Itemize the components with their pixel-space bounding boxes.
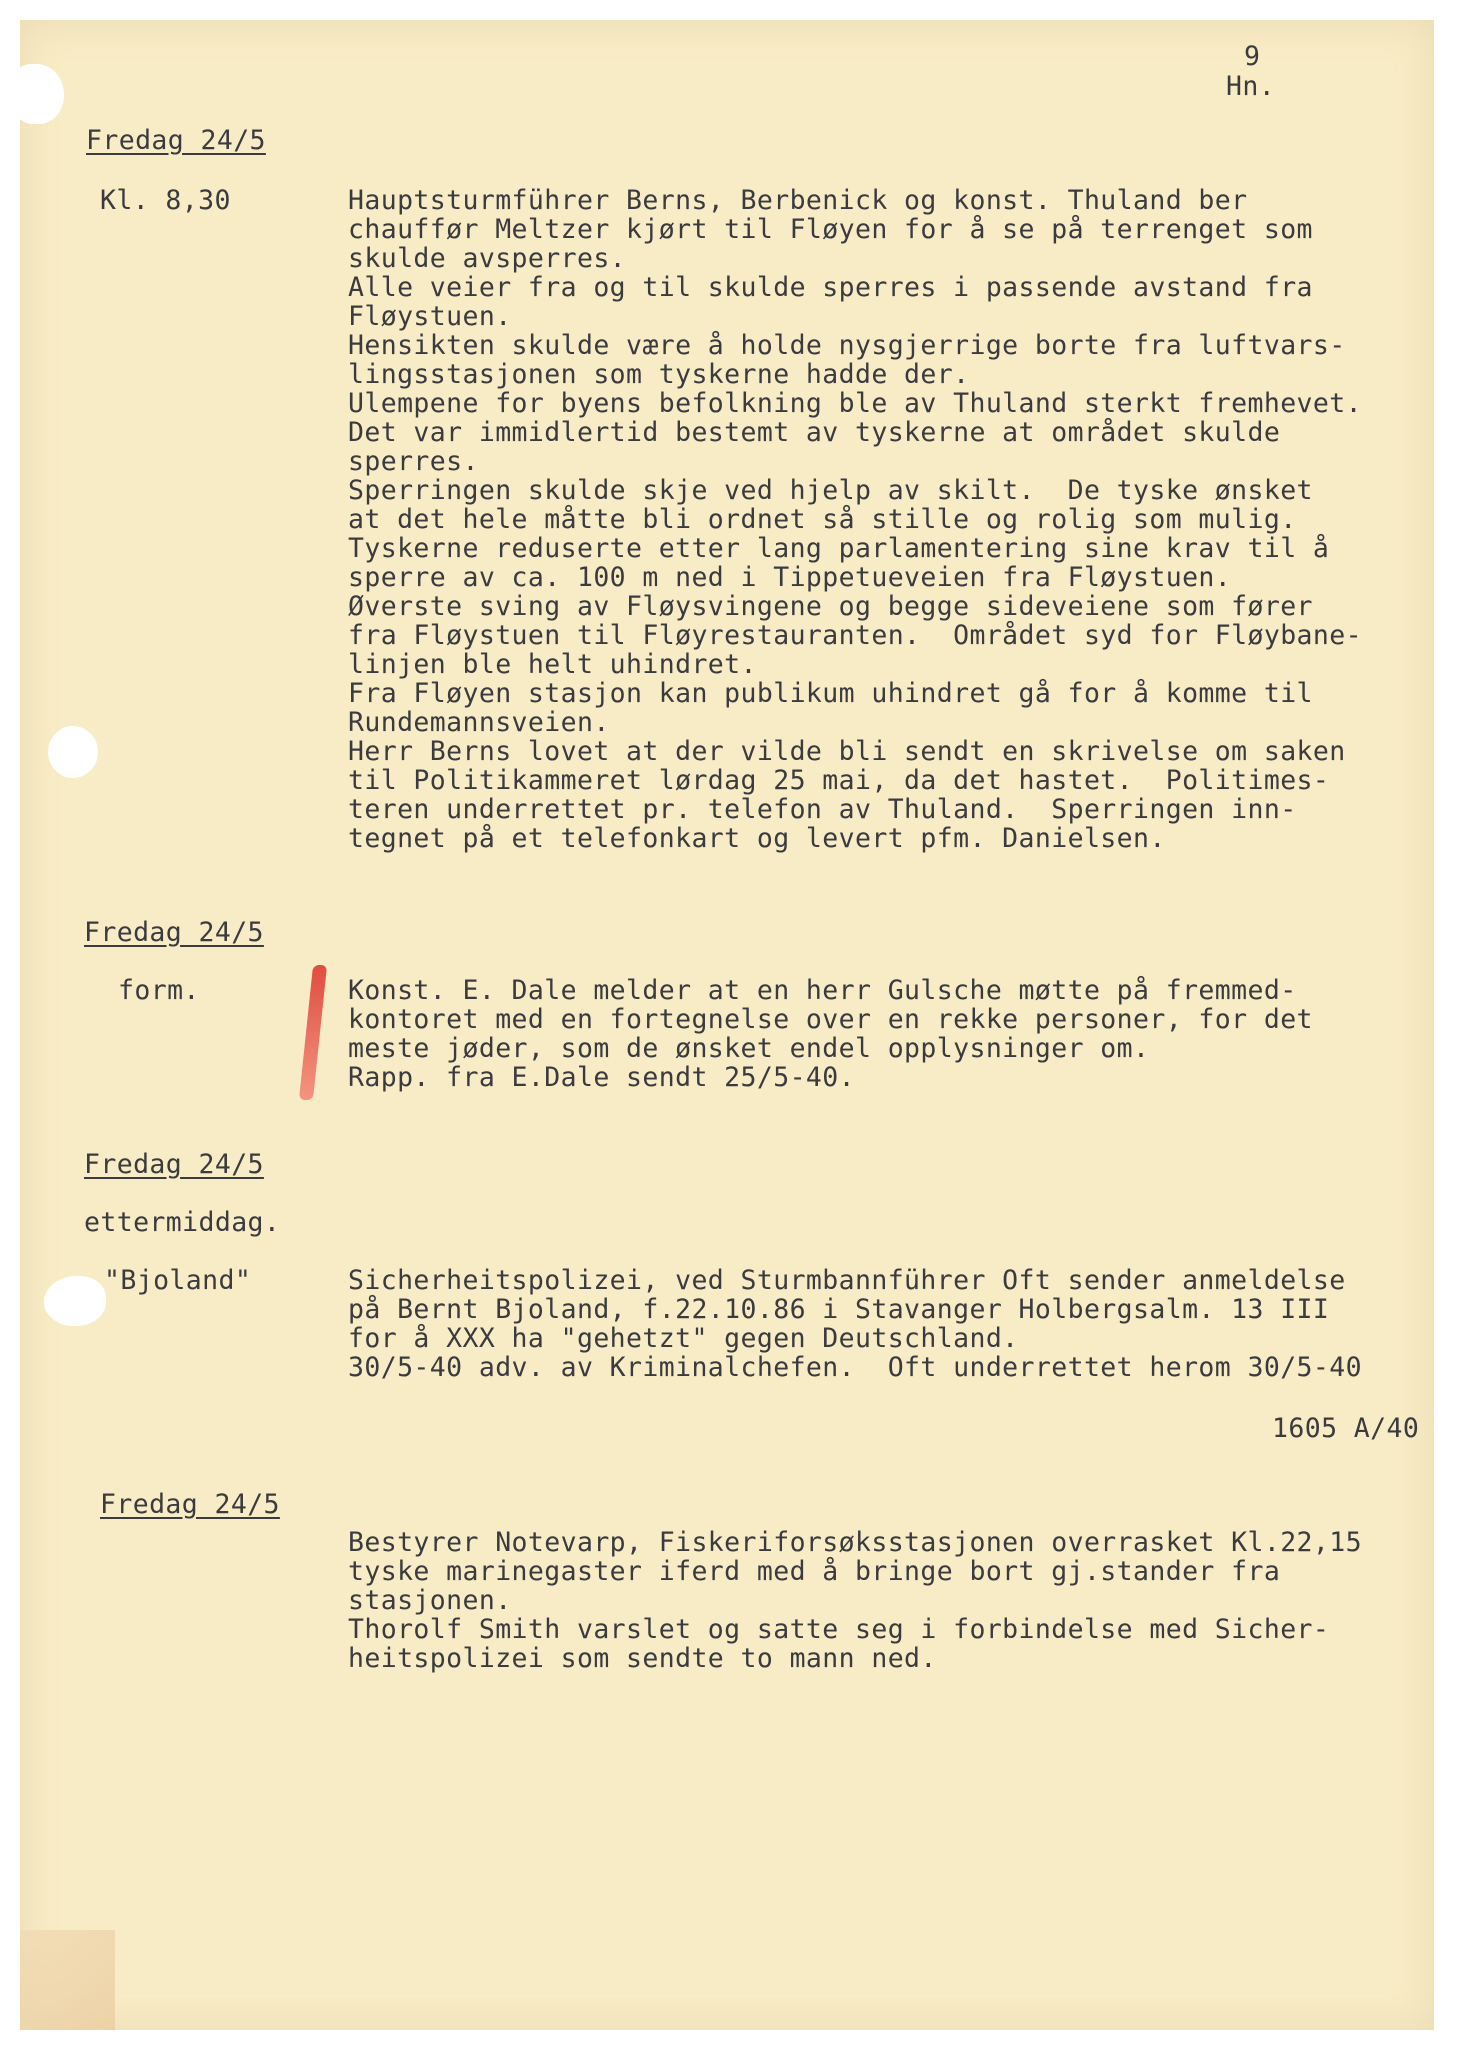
entry-subject: "Bjoland" [104,1265,252,1296]
text-line: Tyskerne reduserte etter lang parlamentering sine krav til å [348,533,1330,564]
text-line: til Politikammeret lørdag 25 mai, da det hastet. Politimes- [348,765,1330,796]
entry-date: Fredag 24/5 [84,917,264,948]
entry-time: Kl. 8,30 [100,185,231,216]
text-line: Thorolf Smith varslet og satte seg i forbindelse med Sicher- [348,1614,1330,1645]
text-line: Det var immidlertid bestemt av tyskerne at området skulde [348,417,1281,448]
text-line: Fra Fløyen stasjon kan publikum uhindret gå for å komme til [348,678,1313,709]
text-line: at det hele måtte bli ordnet så stille og rolig som mulig. [348,504,1297,535]
text-line: meste jøder, som de ønsket endel opplysninger om. [348,1033,1150,1064]
entry-time: ettermiddag. [84,1207,281,1238]
text-line: for å XXX ha "gehetzt" gegen Deutschland. [348,1323,1019,1354]
punch-hole-top [12,64,64,124]
entry-date: Fredag 24/5 [86,125,266,156]
text-line: teren underrettet pr. telefon av Thuland. Sperringen inn- [348,794,1297,825]
text-line: Sperringen skulde skje ved hjelp av skilt. De tyske ønsket [348,475,1313,506]
text-line: 30/5-40 adv. av Kriminalchefen. Oft underrettet herom 30/5-40 [348,1352,1362,1383]
text-line: stasjonen. [348,1585,512,1616]
text-line: på Bernt Bjoland, f.22.10.86 i Stavanger Holbergsalm. 13 III [348,1294,1330,1325]
entry-date: Fredag 24/5 [84,1149,264,1180]
text-line: lingsstasjonen som tyskerne hadde der. [348,359,970,390]
page-number: 9 [1244,41,1261,72]
text-line: kontoret med en fortegnelse over en rekke personer, for det [348,1004,1313,1035]
text-line: Rapp. fra E.Dale sendt 25/5-40. [348,1062,855,1093]
entry-time: form. [118,975,200,1006]
text-line: Bestyrer Notevarp, Fiskeriforsøksstasjonen overrasket Kl.22,15 [348,1527,1362,1558]
text-line: sperre av ca. 100 m ned i Tippetueveien fra Fløystuen. [348,562,1232,593]
text-line: Hensikten skulde være å holde nysgjerrige borte fra luftvars- [348,330,1346,361]
text-line: Konst. E. Dale melder at en herr Gulsche møtte på fremmed- [348,975,1297,1006]
text-line: chauffør Meltzer kjørt til Fløyen for å se på terrenget som [348,214,1313,245]
case-reference: 1605 A/40 [1272,1413,1420,1444]
page-corner-stain [20,1930,115,2030]
text-line: heitspolizei som sendte to mann ned. [348,1643,937,1674]
clerk-initials: Hn. [1226,71,1276,102]
text-line: Fløystuen. [348,301,512,332]
entry-date: Fredag 24/5 [100,1489,280,1520]
text-line: Øverste sving av Fløysvingene og begge sideveiene som fører [348,591,1313,622]
text-line: Rundemannsveien. [348,707,610,738]
text-line: skulde avsperres. [348,243,627,274]
text-line: Alle veier fra og til skulde sperres i passende avstand fra [348,272,1313,303]
text-line: Ulempene for byens befolkning ble av Thuland sterkt fremhevet. [348,388,1362,419]
punch-hole-lower [44,1276,106,1326]
text-line: Sicherheitspolizei, ved Sturmbannführer Oft sender anmeldelse [348,1265,1346,1296]
text-line: Herr Berns lovet at der vilde bli sendt en skrivelse om saken [348,736,1346,767]
text-line: sperres. [348,446,479,477]
text-line: fra Fløystuen til Fløyrestauranten. Området syd for Fløybane- [348,620,1362,651]
text-line: linjen ble helt uhindret. [348,649,757,680]
punch-hole-middle [48,726,98,778]
text-line: tegnet på et telefonkart og levert pfm. Danielsen. [348,823,1166,854]
text-line: tyske marinegaster iferd med å bringe bort gj.stander fra [348,1556,1281,1587]
text-line: Hauptsturmführer Berns, Berbenick og konst. Thuland ber [348,185,1248,216]
